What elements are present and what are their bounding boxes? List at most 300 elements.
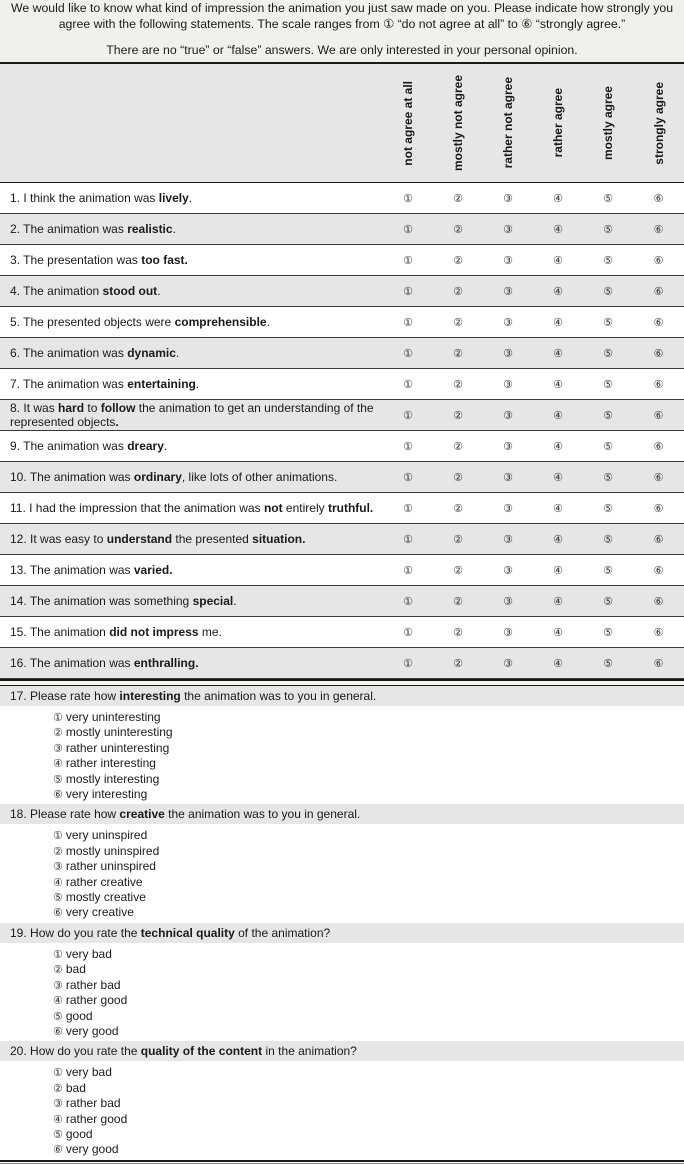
statement-row <box>0 338 684 369</box>
text-segment: I think the animation was <box>23 191 159 205</box>
statement-text <box>0 617 383 648</box>
rating-option-6[interactable]: ⑥ <box>653 347 664 360</box>
text-segment: . <box>233 594 237 608</box>
rating-option-4[interactable]: ④ <box>553 316 563 329</box>
emphasis-text: enthralling. <box>133 656 199 670</box>
answer-option[interactable] <box>53 962 684 977</box>
rating-option-5[interactable]: ⑤ <box>603 564 613 577</box>
statement-row <box>0 431 684 462</box>
option-label: good <box>65 1126 93 1141</box>
statement-text <box>0 493 383 524</box>
statement-row <box>0 214 684 245</box>
text-segment: , like lots of other animations. <box>181 470 338 484</box>
option-symbol[interactable]: ② <box>53 727 63 740</box>
question-number: 19. <box>10 925 27 940</box>
text-segment: Please rate how <box>30 689 120 703</box>
option-symbol[interactable]: ⑤ <box>53 1010 63 1023</box>
rating-option-3[interactable]: ③ <box>503 595 513 608</box>
option-symbol[interactable]: ④ <box>53 876 63 889</box>
option-symbol[interactable]: ⑤ <box>53 1128 63 1141</box>
emphasis-text: not <box>263 501 283 515</box>
statement-text <box>0 648 383 679</box>
rating-option-4[interactable]: ④ <box>553 471 563 484</box>
option-symbol[interactable]: ② <box>53 845 63 858</box>
text-segment: . <box>163 439 168 453</box>
answer-option[interactable] <box>53 772 684 787</box>
option-label: rather uninteresting <box>65 740 170 755</box>
rating-option-2[interactable]: ② <box>453 409 463 422</box>
statement-number: 12. <box>10 532 27 546</box>
text-segment: The animation was <box>29 563 134 577</box>
text-segment: . <box>266 315 270 329</box>
option-symbol[interactable]: ⑥ <box>53 789 63 802</box>
rating-option-5[interactable]: ⑤ <box>603 192 613 205</box>
text-segment: The animation was <box>23 377 128 391</box>
statement-number: 13. <box>10 563 27 577</box>
rating-option-2[interactable]: ② <box>453 254 463 267</box>
rating-option-5[interactable]: ⑤ <box>603 347 613 360</box>
statement-text <box>0 183 383 214</box>
statement-text <box>0 276 383 307</box>
rating-option-5[interactable]: ⑤ <box>603 409 613 422</box>
option-symbol[interactable]: ⑤ <box>53 773 63 786</box>
answer-option[interactable] <box>53 741 684 756</box>
rating-option-1[interactable]: ① <box>403 657 413 670</box>
option-symbol[interactable]: ③ <box>53 979 63 992</box>
rating-option-6[interactable]: ⑥ <box>653 595 664 608</box>
option-label: rather uninspired <box>65 859 156 874</box>
rating-option-5[interactable]: ⑤ <box>603 471 613 484</box>
text-segment: me. <box>198 625 222 639</box>
statement-row <box>0 586 684 617</box>
answer-option[interactable] <box>53 978 684 993</box>
statement-text <box>0 586 383 617</box>
text-segment: . <box>195 377 200 391</box>
answer-option[interactable] <box>53 710 684 725</box>
rating-option-2[interactable]: ② <box>453 316 463 329</box>
rating-option-6[interactable]: ⑥ <box>653 285 664 298</box>
rating-option-4[interactable]: ④ <box>553 409 563 422</box>
scale-header-label: rather not agree <box>501 77 515 169</box>
rating-option-6[interactable]: ⑥ <box>653 409 664 422</box>
emphasis-text: situation. <box>252 532 306 546</box>
answer-option[interactable] <box>53 1127 684 1142</box>
option-label: very uninspired <box>65 828 148 843</box>
rating-option-5[interactable]: ⑤ <box>603 285 613 298</box>
scale-header-label: mostly not agree <box>451 74 465 172</box>
rating-option-1[interactable]: ① <box>403 316 413 329</box>
text-segment: the presented <box>172 532 253 546</box>
rating-option-6[interactable]: ⑥ <box>653 564 664 577</box>
rating-option-5[interactable]: ⑤ <box>603 378 613 391</box>
emphasis-text: truthful. <box>327 501 374 515</box>
emphasis-text: realistic <box>127 222 173 236</box>
rating-option-2[interactable]: ② <box>453 285 463 298</box>
rating-option-6[interactable]: ⑥ <box>653 316 664 329</box>
scale-header-label: not agree at all <box>401 80 415 166</box>
answer-option[interactable] <box>53 1096 684 1111</box>
statement-number: 6. <box>10 346 21 360</box>
option-symbol[interactable]: ⑥ <box>53 1144 63 1157</box>
statement-row <box>0 183 684 214</box>
emphasis-text: creative <box>119 807 165 822</box>
option-symbol[interactable]: ① <box>53 712 63 724</box>
rating-option-1[interactable]: ① <box>403 285 413 298</box>
option-label: mostly uninspired <box>65 843 160 858</box>
statement-row <box>0 462 684 493</box>
rating-option-1[interactable]: ① <box>403 564 413 577</box>
rating-option-2[interactable]: ② <box>453 378 463 391</box>
statement-rows <box>0 183 684 679</box>
answer-option[interactable] <box>53 725 684 740</box>
answer-option[interactable] <box>53 947 684 962</box>
rating-option-5[interactable]: ⑤ <box>603 626 613 639</box>
option-symbol[interactable]: ④ <box>53 1113 63 1126</box>
emphasis-text: comprehensible <box>174 315 267 329</box>
rating-option-4[interactable]: ④ <box>553 254 563 267</box>
question-number: 17. <box>10 689 27 703</box>
rating-option-1[interactable]: ① <box>403 471 413 484</box>
rating-option-6[interactable]: ⑥ <box>653 657 664 670</box>
text-segment: I had the impression that the animation was <box>29 501 264 515</box>
emphasis-text: quality of the content <box>140 1044 263 1059</box>
text-segment: Please rate how <box>30 807 120 822</box>
statement-number: 14. <box>10 594 27 608</box>
text-segment: . <box>188 191 193 205</box>
answer-option[interactable] <box>53 844 684 859</box>
emphasis-text: too fast. <box>141 253 188 267</box>
rating-option-1[interactable]: ① <box>403 502 413 515</box>
rating-option-6[interactable]: ⑥ <box>653 254 664 267</box>
rating-option-3[interactable]: ③ <box>503 440 513 453</box>
answer-options <box>0 1061 684 1159</box>
option-label: very creative <box>65 905 134 920</box>
rating-option-5[interactable]: ⑤ <box>603 595 613 608</box>
emphasis-text: dreary <box>127 439 164 453</box>
rating-option-6[interactable]: ⑥ <box>653 223 664 236</box>
rating-question <box>0 804 684 922</box>
text-segment: The animation was <box>23 439 128 453</box>
rating-option-5[interactable]: ⑤ <box>603 223 613 236</box>
rating-option-3[interactable]: ③ <box>503 316 513 329</box>
bottom-divider <box>0 1160 684 1164</box>
rating-option-3[interactable]: ③ <box>503 564 513 577</box>
scale-header-6 <box>633 64 684 183</box>
rating-option-1[interactable]: ① <box>403 626 413 639</box>
rating-option-5[interactable]: ⑤ <box>603 657 613 670</box>
option-symbol[interactable]: ① <box>53 1067 63 1080</box>
option-label: rather good <box>65 1111 128 1126</box>
emphasis-text: stood out <box>102 284 158 298</box>
text-segment: entirely <box>282 501 328 515</box>
statement-row <box>0 307 684 338</box>
rating-option-6[interactable]: ⑥ <box>653 626 664 639</box>
statement-number: 10. <box>10 470 27 484</box>
rating-option-2[interactable]: ② <box>453 347 463 360</box>
rating-option-4[interactable]: ④ <box>553 285 563 298</box>
scale-header-row <box>0 64 684 183</box>
rating-option-1[interactable]: ① <box>403 440 413 453</box>
emphasis-text: ordinary <box>133 470 182 484</box>
intro-section <box>0 0 684 64</box>
rating-option-3[interactable]: ③ <box>503 254 513 267</box>
text-segment: The animation was <box>23 222 128 236</box>
statement-text <box>0 338 383 369</box>
statement-text <box>0 245 383 276</box>
statement-text <box>0 462 383 493</box>
statement-text <box>0 431 383 462</box>
question-text <box>0 923 684 943</box>
rating-option-1[interactable]: ① <box>403 378 413 391</box>
rating-option-1[interactable]: ① <box>403 409 413 422</box>
answer-option[interactable] <box>53 828 684 843</box>
rating-option-2[interactable]: ② <box>453 564 463 577</box>
rating-option-5[interactable]: ⑤ <box>603 533 613 546</box>
rating-option-6[interactable]: ⑥ <box>653 471 664 484</box>
rating-option-5[interactable]: ⑤ <box>603 316 613 329</box>
statement-row <box>0 555 684 586</box>
rating-option-3[interactable]: ③ <box>503 378 513 391</box>
rating-option-4[interactable]: ④ <box>553 192 563 205</box>
text-segment: The presented objects were <box>23 315 175 329</box>
statement-row <box>0 245 684 276</box>
rating-option-1[interactable]: ① <box>403 533 413 546</box>
scale-header-1 <box>383 64 433 183</box>
statement-text <box>0 524 383 555</box>
option-label: rather bad <box>65 1096 121 1111</box>
option-label: rather creative <box>65 874 143 889</box>
statement-number: 2. <box>10 222 21 236</box>
statement-row <box>0 369 684 400</box>
option-symbol[interactable]: ③ <box>53 742 63 755</box>
text-segment: the animation to get an understanding of the represented objects <box>10 401 374 429</box>
option-label: mostly creative <box>65 890 146 905</box>
statement-number: 7. <box>10 377 21 391</box>
answer-option[interactable] <box>53 1112 684 1127</box>
statement-row <box>0 617 684 648</box>
text-segment: of the animation? <box>234 925 331 940</box>
option-symbol[interactable]: ④ <box>53 758 63 771</box>
rating-option-4[interactable]: ④ <box>553 223 563 236</box>
statement-number: 15. <box>10 625 27 639</box>
answer-options <box>0 943 684 1041</box>
rating-option-2[interactable]: ② <box>453 657 463 670</box>
answer-option[interactable] <box>53 756 684 771</box>
question-text <box>0 1041 684 1061</box>
rating-option-2[interactable]: ② <box>453 595 463 608</box>
option-symbol[interactable]: ⑥ <box>53 1025 63 1038</box>
rating-option-3[interactable]: ③ <box>503 347 513 360</box>
option-label: rather good <box>65 993 128 1008</box>
option-label: very good <box>65 1142 119 1157</box>
rating-option-5[interactable]: ⑤ <box>603 254 613 267</box>
text-segment: the animation was to you in general. <box>164 807 361 822</box>
rating-option-3[interactable]: ③ <box>503 471 513 484</box>
option-symbol[interactable]: ③ <box>53 1098 63 1111</box>
emphasis-text: varied. <box>133 563 173 577</box>
text-segment: How do you rate the <box>30 925 141 940</box>
rating-option-3[interactable]: ③ <box>503 626 513 639</box>
option-label: very bad <box>65 1065 112 1080</box>
intro-note: There are no “true” or “false” answers. We are only interested in your personal opinion. <box>106 43 578 57</box>
option-label: bad <box>65 962 86 977</box>
rating-option-3[interactable]: ③ <box>503 192 513 205</box>
question-text <box>0 804 684 824</box>
option-label: very bad <box>65 946 112 961</box>
emphasis-text: lively <box>158 191 189 205</box>
question-number: 20. <box>10 1044 27 1059</box>
rating-option-2[interactable]: ② <box>453 440 463 453</box>
text-segment: It was easy to <box>30 532 107 546</box>
rating-option-5[interactable]: ⑤ <box>603 440 613 453</box>
option-symbol[interactable]: ③ <box>53 861 63 874</box>
statement-number: 3. <box>10 253 21 267</box>
emphasis-text: hard <box>58 401 85 415</box>
rating-option-4[interactable]: ④ <box>553 347 563 360</box>
text-segment: The animation <box>29 625 110 639</box>
statement-row <box>0 493 684 524</box>
rating-option-1[interactable]: ① <box>403 595 413 608</box>
question-text <box>0 686 684 706</box>
rating-option-6[interactable]: ⑥ <box>653 533 664 546</box>
statement-number: 4. <box>10 284 21 298</box>
text-segment: The animation was <box>29 470 134 484</box>
answer-option[interactable] <box>53 1024 684 1039</box>
answer-option[interactable] <box>53 1009 684 1024</box>
statement-number: 11. <box>10 501 26 515</box>
rating-option-3[interactable]: ③ <box>503 657 513 670</box>
rating-question <box>0 686 684 804</box>
text-segment: to <box>84 401 101 415</box>
text-segment: It was <box>23 401 59 415</box>
text-segment: The animation <box>23 284 103 298</box>
rating-option-4[interactable]: ④ <box>553 595 563 608</box>
scale-header-label: rather agree <box>551 88 565 158</box>
rating-option-3[interactable]: ③ <box>503 533 513 546</box>
rating-option-1[interactable]: ① <box>403 192 413 205</box>
rating-option-3[interactable]: ③ <box>503 223 513 236</box>
answer-options <box>0 706 684 804</box>
emphasis-text: did not impress <box>109 625 199 639</box>
statement-row <box>0 400 684 431</box>
rating-option-2[interactable]: ② <box>453 192 463 205</box>
answer-option[interactable] <box>53 993 684 1008</box>
rating-option-5[interactable]: ⑤ <box>603 502 613 515</box>
option-label: good <box>65 1008 93 1023</box>
emphasis-text: . <box>115 415 119 429</box>
rating-question <box>0 1041 684 1159</box>
scale-header-4 <box>533 64 583 183</box>
option-symbol[interactable]: ① <box>53 948 63 961</box>
scale-header-label: mostly agree <box>601 85 615 161</box>
option-symbol[interactable]: ⑤ <box>53 892 63 905</box>
answer-option[interactable] <box>53 859 684 874</box>
option-label: very interesting <box>65 787 148 802</box>
text-segment: The animation was something <box>29 594 193 608</box>
rating-option-6[interactable]: ⑥ <box>653 502 664 515</box>
answer-options <box>0 824 684 922</box>
option-symbol[interactable]: ② <box>53 1082 63 1095</box>
text-segment: in the animation? <box>262 1044 357 1059</box>
rating-questions <box>0 686 684 1160</box>
agreement-matrix <box>0 64 684 679</box>
rating-option-4[interactable]: ④ <box>553 378 563 391</box>
rating-option-2[interactable]: ② <box>453 626 463 639</box>
emphasis-text: dynamic <box>127 346 176 360</box>
rating-option-4[interactable]: ④ <box>553 440 563 453</box>
rating-option-4[interactable]: ④ <box>553 564 563 577</box>
answer-option[interactable] <box>53 787 684 802</box>
rating-option-2[interactable]: ② <box>453 223 463 236</box>
statement-text <box>0 307 383 338</box>
scale-header-label: strongly agree <box>651 81 666 165</box>
rating-option-1[interactable]: ① <box>403 347 413 360</box>
answer-option[interactable] <box>53 905 684 920</box>
option-label: very good <box>65 1023 119 1038</box>
emphasis-text: interesting <box>119 689 181 703</box>
option-label: bad <box>65 1080 86 1095</box>
rating-option-4[interactable]: ④ <box>553 657 563 670</box>
answer-option[interactable] <box>53 890 684 905</box>
emphasis-text: follow <box>100 401 136 415</box>
statement-text <box>0 369 383 400</box>
statement-number: 8. <box>10 401 21 415</box>
text-segment: . <box>172 222 176 236</box>
scale-header-5 <box>583 64 633 183</box>
statement-number: 1. <box>10 191 21 205</box>
intro-instructions: We would like to know what kind of impression the animation you just saw made on you. Please indicate how strongly you agree with the following statements. The scale ranges from ① “do not agree at all” to ⑥ “strongly agree.” <box>10 1 674 31</box>
rating-option-2[interactable]: ② <box>453 502 463 515</box>
rating-option-1[interactable]: ① <box>403 254 413 267</box>
scale-header-3 <box>483 64 533 183</box>
answer-option[interactable] <box>53 875 684 890</box>
statement-number: 5. <box>10 315 21 329</box>
answer-option[interactable] <box>53 1081 684 1096</box>
text-segment: How do you rate the <box>30 1044 141 1059</box>
text-segment: . <box>157 284 161 298</box>
rating-option-3[interactable]: ③ <box>503 285 513 298</box>
rating-option-1[interactable]: ① <box>403 223 413 236</box>
answer-option[interactable] <box>53 1065 684 1080</box>
statement-text <box>0 400 383 431</box>
rating-option-2[interactable]: ② <box>453 471 463 484</box>
emphasis-text: special <box>192 594 234 608</box>
emphasis-text: understand <box>106 532 173 546</box>
option-symbol[interactable]: ② <box>53 964 63 977</box>
option-symbol[interactable]: ⑥ <box>53 907 63 920</box>
statement-text <box>0 214 383 245</box>
rating-option-4[interactable]: ④ <box>553 626 563 639</box>
rating-option-6[interactable]: ⑥ <box>653 378 664 391</box>
rating-option-2[interactable]: ② <box>453 533 463 546</box>
section-divider <box>0 679 684 686</box>
statement-number: 9. <box>10 439 21 453</box>
question-number: 18. <box>10 807 27 822</box>
statement-row <box>0 524 684 555</box>
scale-header-2 <box>433 64 483 183</box>
rating-option-6[interactable]: ⑥ <box>653 440 664 453</box>
option-symbol[interactable]: ④ <box>53 995 63 1008</box>
text-segment: . <box>175 346 180 360</box>
rating-option-4[interactable]: ④ <box>553 533 563 546</box>
rating-option-3[interactable]: ③ <box>503 502 513 515</box>
rating-option-4[interactable]: ④ <box>553 502 563 515</box>
text-segment: The presentation was <box>23 253 142 267</box>
rating-option-6[interactable]: ⑥ <box>653 192 664 205</box>
option-symbol[interactable]: ① <box>53 830 63 843</box>
rating-option-3[interactable]: ③ <box>503 409 513 422</box>
answer-option[interactable] <box>53 1142 684 1157</box>
